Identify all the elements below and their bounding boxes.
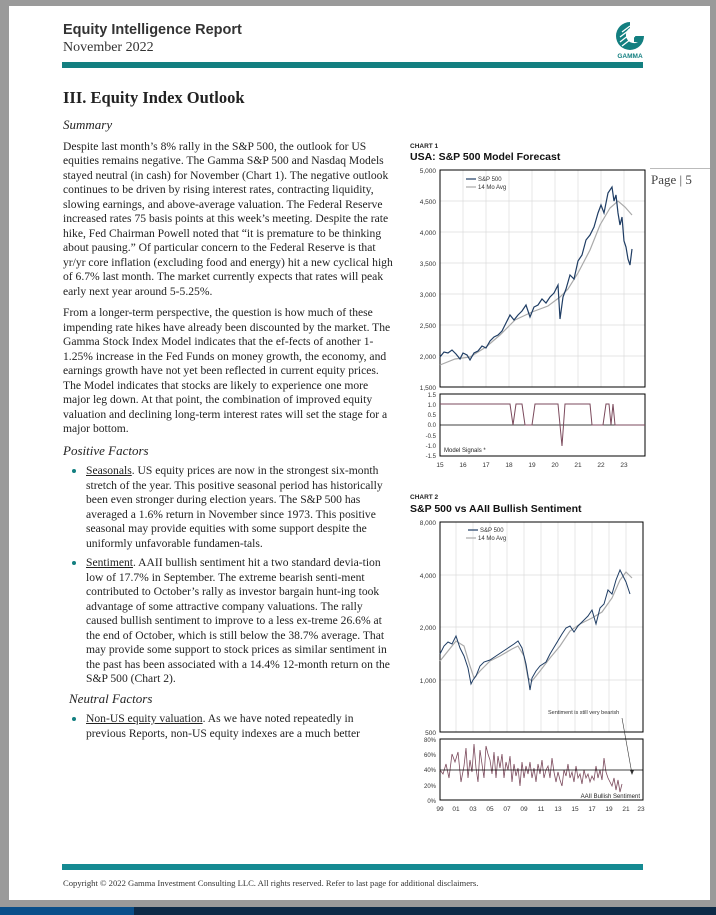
svg-text:19: 19: [528, 462, 536, 469]
svg-text:15: 15: [571, 806, 579, 813]
svg-text:4,000: 4,000: [419, 573, 436, 580]
paragraph: Despite last month’s 8% rally in the S&P 500, the outlook for US equities remains negative. The Gamma S&P 500 and Nasdaq Models stayed neutral (in cash) for November (Chart 1). The negative outlook continues to be driven by rising interest rates, contracting liquidity, slowing earnings, and above-average valuation. The Federal Reserve increased rates 75 basis points at this week’s meeting. Despite the rate hike, Fed Chairman Powell noted that “it is premature to be thinking about pausing.” Of particular concern to the Federal Reserve is that yr/yr core inflation (excluding food and energy) hit a new cyclical high of 6.7% last month. The market currently expects that rates will peak early next year around 5-5.25%.: [63, 139, 393, 298]
svg-text:-0.5: -0.5: [425, 434, 436, 440]
svg-text:13: 13: [554, 806, 562, 813]
svg-text:23: 23: [637, 806, 645, 813]
svg-text:80%: 80%: [423, 738, 436, 744]
section-title: III. Equity Index Outlook: [63, 88, 245, 107]
svg-text:14 Mo Avg: 14 Mo Avg: [478, 185, 507, 191]
footer-divider: [62, 864, 643, 870]
chart1: [400, 165, 650, 475]
svg-text:60%: 60%: [423, 753, 436, 759]
svg-text:Sentiment is still very bearis: Sentiment is still very bearish: [548, 710, 620, 716]
svg-text:AAII Bullish Sentiment: AAII Bullish Sentiment: [580, 794, 640, 800]
svg-text:3,500: 3,500: [419, 261, 436, 268]
svg-text:0%: 0%: [427, 799, 436, 805]
svg-text:S&P 500: S&P 500: [480, 528, 504, 534]
positive-factors-heading: Positive Factors: [63, 442, 149, 458]
factor-text: . AAII bullish sentiment hit a two standard devia-tion low of 17.7% in September. The extreme bearish senti-ment contributed to October’s rally as investor bargain hunt-ing took advantage of some attractive company valuations. The rally caused bullish sentiment to improve to a less ex-treme 26.6% at the end of October, which is still below the 38.7% average. That may provide some support to stock prices as similar sentiment in the past has been associated with a 14.4% 12-month return on the S&P 500 (Chart 2).: [86, 556, 390, 685]
svg-text:1,000: 1,000: [419, 678, 436, 685]
factor-label: Sentiment: [86, 556, 134, 569]
chart2-title: S&P 500 vs AAII Bullish Sentiment: [410, 503, 582, 515]
chart1-title: USA: S&P 500 Model Forecast: [410, 151, 561, 163]
header-divider: [62, 62, 643, 68]
svg-text:1,500: 1,500: [419, 385, 436, 392]
svg-text:14 Mo Avg: 14 Mo Avg: [478, 536, 507, 542]
logo-text: GAMMA: [617, 53, 643, 60]
chart2: [400, 516, 650, 821]
factor-label: Non-US equity valuation: [86, 712, 203, 725]
factor-text: . US equity prices are now in the strongest six-month stretch of the year. This positive seasonal period has historically been even stronger during election years. The S&P 500 has averaged a 1.6% return in November since 1973. This positive seasonal may provide equities with some support despite the uniformly unfavorable fundamen-tals.: [86, 464, 383, 550]
svg-text:17: 17: [588, 806, 596, 813]
svg-text:2,500: 2,500: [419, 323, 436, 330]
copyright-footer: Copyright © 2022 Gamma Investment Consulting LLC. All rights reserved. Refer to last page for additional disclaimers.: [63, 878, 479, 888]
report-date: November 2022: [63, 40, 154, 55]
neutral-factors-list: [63, 712, 393, 741]
svg-text:3,000: 3,000: [419, 292, 436, 299]
page-number: Page | 5: [651, 172, 692, 187]
paragraph: From a longer-term perspective, the question is how much of these impending rate hikes have already been discounted by the market. The Gamma Stock Index Model indicates that the ef-fects of another 1-1.25% increase in the Fed Funds on money growth, the economy, and earnings growth have not yet been reflected in current equity prices. The Model indicates that stocks are likely to experience one more major leg down. At that point, the combination of improved equity valuation and declining long-term interest rates will set the stage for a major bottom.: [63, 306, 391, 435]
svg-text:20: 20: [551, 462, 559, 469]
svg-text:09: 09: [520, 806, 528, 813]
svg-text:40%: 40%: [423, 768, 436, 774]
svg-text:05: 05: [486, 806, 494, 813]
svg-text:S&P 500: S&P 500: [478, 177, 502, 183]
svg-text:-1.0: -1.0: [425, 444, 436, 450]
svg-text:2,000: 2,000: [419, 625, 436, 632]
svg-text:07: 07: [503, 806, 511, 813]
viewer-bottom-bar-accent: [0, 907, 134, 915]
page-number-divider: [650, 168, 710, 169]
svg-text:1.0: 1.0: [427, 403, 436, 409]
svg-text:23: 23: [620, 462, 628, 469]
positive-factors-list: [63, 464, 393, 687]
svg-text:03: 03: [469, 806, 477, 813]
svg-text:16: 16: [459, 462, 467, 469]
report-title: Equity Intelligence Report: [63, 22, 242, 38]
svg-text:15: 15: [436, 462, 444, 469]
svg-text:22: 22: [597, 462, 605, 469]
svg-text:5,000: 5,000: [419, 168, 436, 175]
list-item: [63, 556, 393, 687]
chart2-label: CHART 2: [410, 494, 439, 501]
svg-text:20%: 20%: [423, 784, 436, 790]
svg-text:4,500: 4,500: [419, 199, 436, 206]
svg-text:19: 19: [605, 806, 613, 813]
svg-text:0.5: 0.5: [427, 413, 436, 419]
svg-text:Model Signals *: Model Signals *: [444, 448, 486, 454]
gamma-logo: [608, 20, 652, 60]
svg-text:1.5: 1.5: [427, 393, 436, 399]
summary-heading: Summary: [63, 117, 113, 132]
svg-text:8,000: 8,000: [419, 520, 436, 527]
svg-text:11: 11: [537, 806, 545, 813]
svg-text:21: 21: [574, 462, 582, 469]
list-item: [63, 464, 393, 551]
svg-text:4,000: 4,000: [419, 230, 436, 237]
svg-text:-1.5: -1.5: [425, 454, 436, 460]
svg-text:99: 99: [436, 806, 444, 813]
body-column: [63, 118, 393, 746]
svg-text:01: 01: [452, 806, 460, 813]
factor-label: Seasonals: [86, 464, 132, 477]
factor-text: . As we have noted repeatedly in previous Reports, non-US equity indexes are a much better: [86, 712, 360, 740]
svg-text:18: 18: [505, 462, 513, 469]
svg-text:17: 17: [482, 462, 490, 469]
svg-text:500: 500: [425, 730, 436, 737]
chart1-label: CHART 1: [410, 143, 439, 150]
list-item: [63, 712, 393, 741]
neutral-factors-heading: Neutral Factors: [69, 690, 153, 706]
svg-text:21: 21: [622, 806, 630, 813]
svg-text:0.0: 0.0: [427, 423, 436, 429]
svg-text:2,000: 2,000: [419, 354, 436, 361]
